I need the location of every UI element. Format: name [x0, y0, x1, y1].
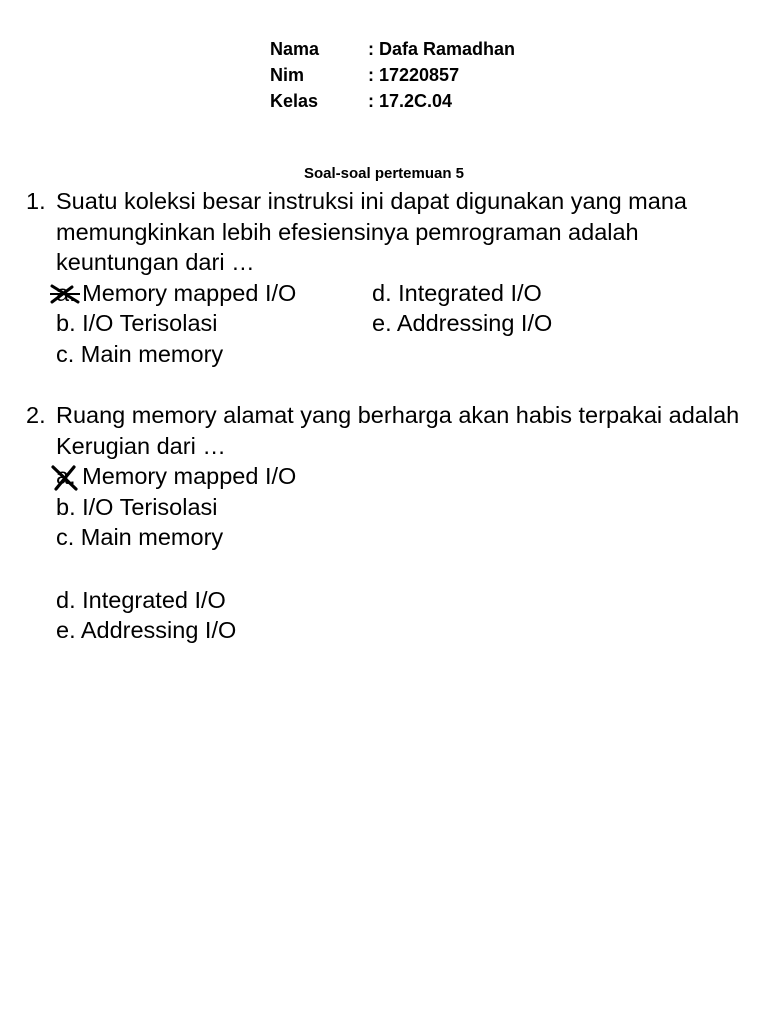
- option-c[interactable]: c. Main memory: [56, 524, 224, 550]
- info-row-kelas: [270, 88, 515, 114]
- option-row: [56, 278, 756, 309]
- option-c[interactable]: c. Main memory: [56, 340, 224, 367]
- question-number: 2.: [26, 402, 46, 428]
- cross-mark-icon: [48, 463, 84, 491]
- answer-options: [26, 461, 756, 646]
- question-number: 1.: [26, 188, 46, 214]
- info-value: : 17220857: [368, 65, 460, 85]
- option-row: [56, 492, 756, 523]
- option-d[interactable]: d. Integrated I/O: [372, 279, 542, 306]
- option-row: [56, 339, 756, 370]
- option-label: a. Memory mapped I/O: [56, 279, 297, 306]
- spacer: [56, 553, 756, 585]
- option-row: [56, 615, 756, 646]
- option-row: [56, 522, 756, 553]
- option-e[interactable]: e. Addressing I/O: [56, 617, 237, 643]
- document-title: Soal-soal pertemuan 5: [303, 165, 465, 182]
- question-1: [26, 186, 756, 369]
- question-text: Suatu koleksi besar instruksi ini dapat digunakan yang mana memungkinkan lebih efesiensinya pemrograman adalah keuntungan dari …: [56, 188, 687, 275]
- info-row-nama: [270, 36, 515, 62]
- option-b[interactable]: b. I/O Terisolasi: [56, 493, 218, 520]
- option-label: a. Memory mapped I/O: [56, 463, 297, 489]
- question-text: Ruang memory alamat yang berharga akan habis terpakai adalah Kerugian dari …: [56, 402, 740, 459]
- student-info: [270, 36, 515, 114]
- info-value: : Dafa Ramadhan: [368, 39, 516, 59]
- option-e[interactable]: e. Addressing I/O: [372, 310, 553, 336]
- info-row-nim: [270, 62, 515, 88]
- option-d[interactable]: d. Integrated I/O: [56, 586, 226, 613]
- option-row: [56, 585, 756, 616]
- cross-mark-icon: [48, 280, 84, 308]
- answer-options: [26, 278, 756, 370]
- question-2: [26, 400, 756, 646]
- option-row: [56, 461, 756, 492]
- option-b[interactable]: b. I/O Terisolasi: [56, 310, 218, 336]
- question-header: [26, 400, 756, 461]
- option-a[interactable]: [56, 461, 372, 492]
- option-a[interactable]: [56, 278, 372, 309]
- info-label: Nama: [270, 39, 320, 59]
- option-row: [56, 308, 756, 339]
- info-label: Nim: [270, 65, 305, 85]
- info-label: Kelas: [270, 91, 319, 111]
- question-header: [26, 186, 756, 278]
- info-value: : 17.2C.04: [368, 91, 453, 111]
